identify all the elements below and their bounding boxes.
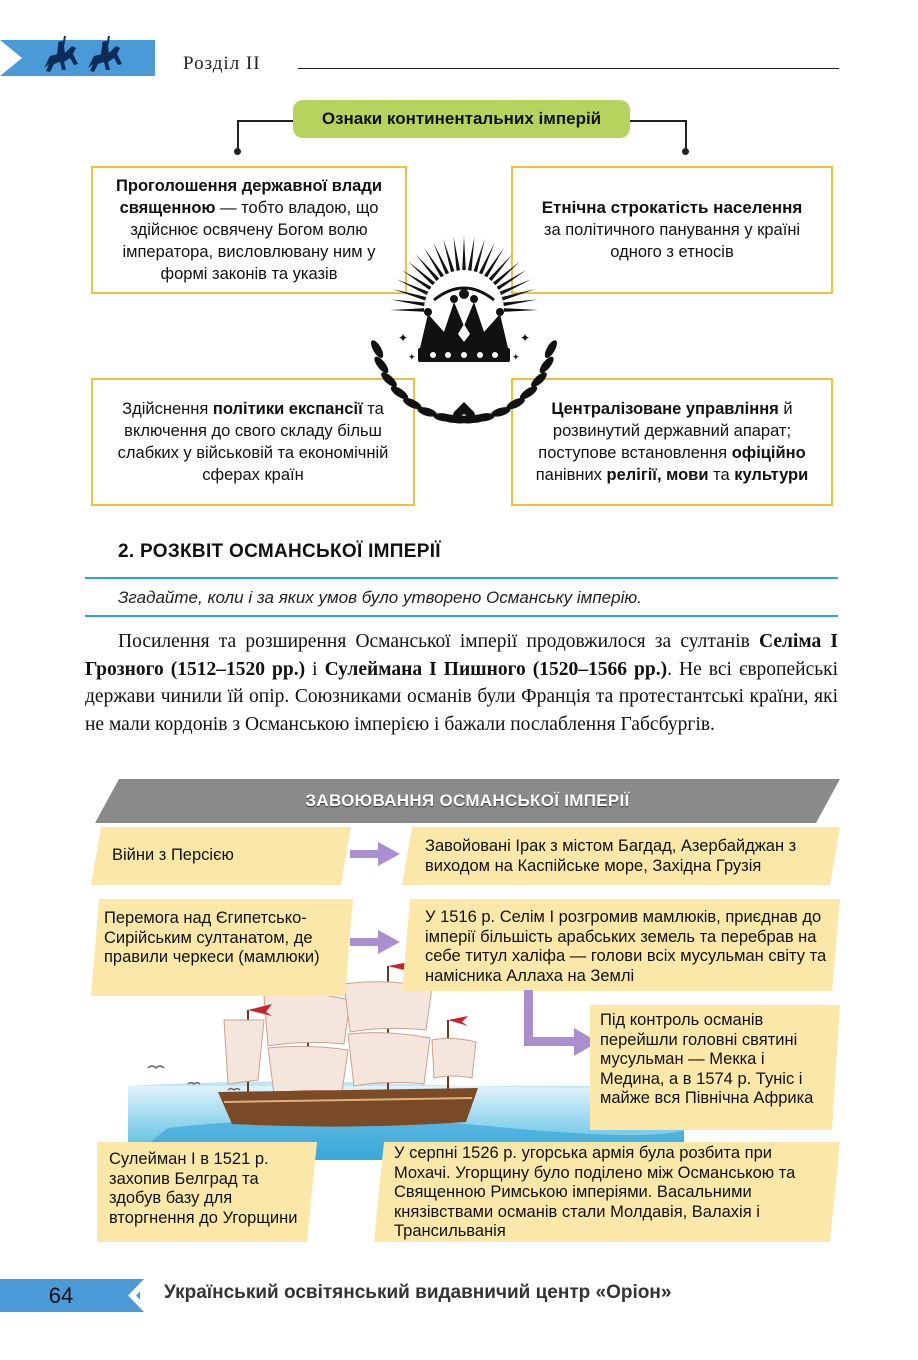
feature-text: й розвинутий державний апарат; поступове встановлення (538, 400, 793, 462)
conquest-left-egypt: Перемога над Єгипетсько-Сирійським султанатом, де правили черкеси (мамлюки) (104, 909, 320, 966)
para-text: Посилення та розширення Османської імперії продовжилося за султанів (118, 631, 759, 652)
laurel-leaf (369, 338, 386, 359)
conquest-right-holy-cities: Під контроль османів перейшли головні святині мусульман — Мекка і Медина, а в 1574 р. Туніс і майже вся Північна Африка (600, 1011, 814, 1107)
conquest-right-egypt: У 1516 р. Селім I розгромив мамлюків, приєднав до імперії більшість арабських земель та перебрав на себе титул халіфа — голови всіх мусульман світу та намісника Аллаха на Землі (425, 908, 827, 985)
feature-text: за політичного панування у країні одного з етносів (543, 221, 801, 261)
emblem-ray (503, 299, 537, 306)
feature-text: — тобто владою, що здійснює освячену Богом волю імператора, висловлювану ним у формі законів та указів (122, 199, 379, 283)
emblem-ray (497, 270, 527, 290)
publisher-name: Український освітянський видавничий центр «Оріон» (164, 1282, 672, 1303)
emblem-ray (504, 308, 538, 312)
emblem-ray (484, 248, 504, 278)
section-header-title: Розділ II (183, 53, 261, 74)
svg-text:✦: ✦ (512, 352, 520, 362)
feature-bold: Проголошення державної влади священною (116, 177, 382, 217)
connector-left-h (237, 120, 293, 122)
body-paragraph (85, 628, 838, 738)
conquest-right-mohacs: У серпні 1526 р. угорська армія була розбита при Мохачі. Угорщину було поділено між Османською та Священною Римською імперіями. Васальними князівствами османів стали Молдавія, Валахія і Трансильванія (394, 1144, 796, 1240)
connector-dot (234, 148, 241, 155)
recall-rule-bottom (85, 615, 838, 617)
connector-dot (682, 148, 689, 155)
header-chevron-icon (0, 40, 22, 76)
emblem-ray (462, 236, 466, 270)
page-number: 64 (48, 1282, 74, 1308)
emblem-ray (390, 308, 424, 312)
svg-text:✦: ✦ (408, 352, 416, 362)
conquest-left-persia: Війни з Персією (112, 846, 234, 864)
arrow-elbow-icon (520, 990, 598, 1062)
section-heading: 2. РОЗКВІТ ОСМАНСЬКОЇ ІМПЕРІЇ (118, 541, 441, 562)
conquest-banner-title: ЗАВОЮВАННЯ ОСМАНСЬКОЇ ІМПЕРІЇ (305, 791, 630, 810)
laurel-leaf (529, 370, 549, 389)
emblem-ray (468, 237, 475, 271)
feature-bold: офіційно (731, 444, 806, 462)
emblem-ray (391, 299, 425, 306)
emblem-ray (397, 279, 429, 295)
emblem-ray (500, 279, 532, 295)
header-rule (298, 68, 839, 69)
feature-bold: релігії, мови (606, 466, 709, 484)
laurel-leaf (379, 370, 399, 389)
para-text: . Не всі європейські держави чинили їй опір. Союзниками османів були Франція та протестантські країни, які не мали кордонів з Османською імперією і бажали послаблення Габсбургів. (85, 658, 839, 735)
emblem-ray (479, 243, 495, 275)
emblem-ray (402, 270, 432, 290)
feature-bold: політики експансії (212, 400, 363, 418)
svg-text:✦: ✦ (398, 331, 409, 345)
crown-laurel-emblem-icon (358, 236, 570, 432)
feature-bold: Етнічна строкатість населення (541, 198, 803, 217)
emblem-ray (433, 243, 449, 275)
para-bold-suleiman: Сулеймана I Пишного (1520–1566 рр.) (324, 658, 668, 680)
emblem-ray (453, 237, 460, 271)
feature-text: та включення до свого складу більш слабких у військовій та економічній сферах країн (117, 400, 389, 484)
connector-right-h (630, 120, 687, 122)
arrow-right-icon (350, 930, 400, 954)
feature-bold: культури (734, 466, 809, 484)
diagram-title: Ознаки континентальних імперій (293, 100, 630, 138)
horse-riders-icon (36, 34, 146, 76)
feature-text: Здійснення (122, 400, 213, 418)
arrow-right-icon (350, 842, 400, 866)
feature-bold: Централізоване управління (551, 400, 779, 418)
para-text: і (305, 658, 325, 680)
recall-question: Згадайте, коли і за яких умов було утворено Османську імперію. (118, 588, 642, 607)
recall-rule-top (85, 577, 838, 579)
laurel-leaf (542, 338, 559, 359)
para-bold-selim: Селіма I Грозного (1512–1520 рр.) (85, 631, 838, 680)
emblem-ray (424, 248, 444, 278)
conquest-right-persia: Завойовані Ірак з містом Багдад, Азербайджан з виходом на Каспійське море, Західна Грузія (425, 837, 797, 875)
conquest-left-belgrade: Сулейман I в 1521 р. захопив Белград та здобув базу для вторгнення до Угорщини (109, 1150, 298, 1227)
feature-text: панівних (535, 466, 607, 484)
svg-text:✦: ✦ (520, 331, 531, 345)
feature-text: та (708, 466, 735, 484)
